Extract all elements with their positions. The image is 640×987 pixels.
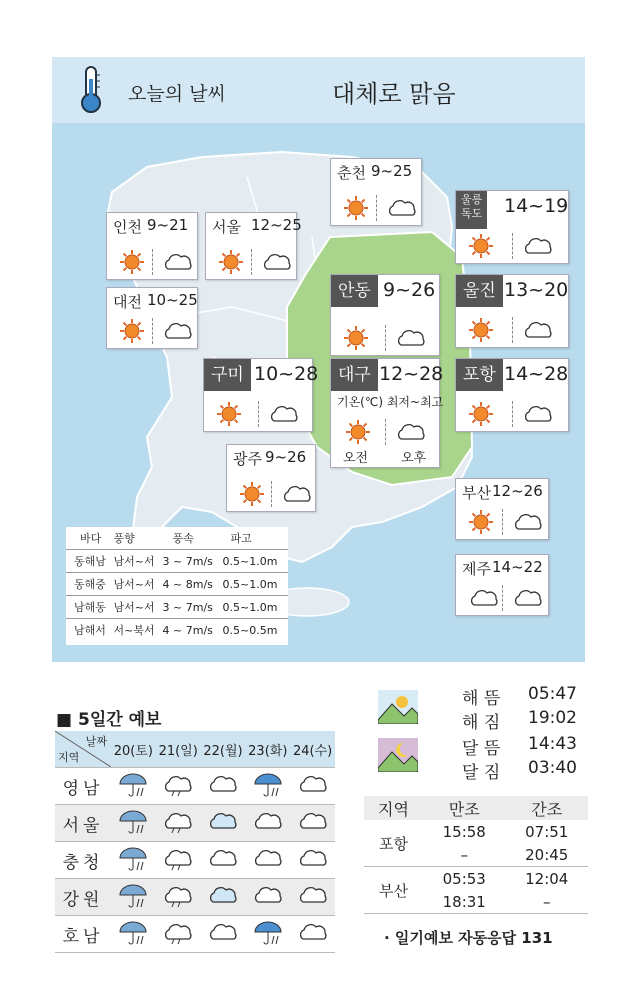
city-name: 울릉 독도 [456,191,487,229]
cloud-icon [268,401,300,427]
sea-header: 풍향 [113,532,135,545]
forecast-cell [201,805,246,842]
sea-cell: 동해남 [66,550,114,573]
weather-icon-am [343,325,369,355]
tide-high: 18:31 [442,892,486,911]
corner-date-label: 날짜 [85,735,107,748]
forecast-day: 22(월) [201,731,246,768]
forecast-cell [290,842,335,879]
forecast-cell [156,842,201,879]
cloud-rain-icon [162,808,194,834]
weather-icon-am [343,195,369,225]
cloud-icon [207,845,239,871]
weather-icon-pm [162,318,194,348]
weather-icon-pm [395,419,427,449]
cloud-icon [297,845,329,871]
sea-cell: 남서~서 [114,596,163,619]
divider [385,419,386,445]
tide-header: 간조 [505,796,588,820]
weather-icon-pm [512,509,544,539]
weather-icon-am [119,318,145,348]
cloud-icon [297,771,329,797]
tide-header: 지역 [364,796,423,820]
city-temp: 12~26 [492,482,543,500]
legend-am: 오전 [343,451,369,466]
sun-moon-time: 03:40 [528,758,577,778]
sun-icon [345,419,371,445]
cloud-icon [512,585,544,611]
thermometer-icon [76,65,106,115]
cloud-icon [386,195,418,221]
forecast-cell [111,842,156,879]
forecast-row [55,916,335,953]
city-box [455,274,569,348]
city-temp: 9~26 [265,448,307,466]
umbrella-rain-icon [117,881,149,909]
cloud-icon [522,317,554,343]
cloud-icon [207,919,239,945]
tide-low: – [542,892,551,911]
sun-icon [343,195,369,221]
sea-cell: 남해서 [66,619,114,642]
umbrella-rain-blue-icon [252,918,284,946]
sun-icon [239,481,265,507]
forecast-day: 24(수) [290,731,335,768]
forecast-cell [290,916,335,953]
sun-moon-label: 달 뜸 [462,739,501,759]
sun-moon-label: 달 짐 [462,763,501,783]
forecast-region: 서울 [55,805,111,842]
weather-icon-am [468,401,494,431]
weather-summary: 대체로 맑음 [332,80,456,108]
city-name: 광주 [233,450,262,468]
divider [502,585,503,611]
city-temp: 9~21 [147,216,189,234]
forecast-cell [245,805,290,842]
forecast-row [55,879,335,916]
city-name: 울진 [456,275,503,307]
weather-icon-am [468,317,494,347]
forecast-cell [290,879,335,916]
divider [502,509,503,535]
city-temp: 12~25 [251,216,302,234]
sun-moon-time: 05:47 [528,684,577,704]
city-temp: 14~19 [504,195,569,217]
tide-region: 부산 [364,867,423,914]
sea-header: 파고 [230,532,252,545]
forecast-cell [156,879,201,916]
forecast-region: 영남 [55,768,111,805]
weather-icon-pm [268,401,300,431]
tide-table [364,796,588,914]
cloud-icon [522,233,554,259]
sun-icon [218,249,244,275]
sea-cell: 0.5~0.5m [223,619,288,642]
city-temp: 9~25 [371,162,413,180]
weather-icon-pm [512,585,544,615]
sea-cell: 0.5~1.0m [223,596,288,619]
sea-cell: 4 ~ 7m/s [163,619,223,642]
weather-icon-pm [162,249,194,279]
sun-moon-time: 14:43 [528,734,577,754]
sea-conditions-table [66,527,288,645]
sea-cell: 동해중 [66,573,114,596]
sun-icon [119,249,145,275]
weather-icon-pm [386,195,418,225]
city-box [330,274,440,356]
tide-low: 07:51 [525,822,569,841]
weather-icon-am [468,509,494,539]
cloud-icon [297,919,329,945]
sea-cell: 4 ~ 8m/s [163,573,223,596]
legend-label: 기온(℃) 최저~최고 [337,395,444,409]
divider [512,317,513,343]
sun-icon [119,318,145,344]
cloud-icon [162,318,194,344]
cloud-icon [252,808,284,834]
cloud-sun-icon [207,808,239,834]
cloud-icon [281,481,313,507]
forecast-row [55,842,335,879]
sea-cell: 남해동 [66,596,114,619]
city-temp: 13~20 [504,279,569,301]
legend-pm: 오후 [401,451,427,466]
city-name: 제주 [462,560,491,578]
sun-moon-time: 19:02 [528,708,577,728]
cloud-rain-icon [162,845,194,871]
tide-low: 20:45 [525,845,569,864]
forecast-cell [156,768,201,805]
sun-icon [468,509,494,535]
forecast-cell [201,842,246,879]
corner-region-label: 지역 [58,751,80,764]
weather-icon-pm [522,317,554,347]
forecast-region: 충청 [55,842,111,879]
forecast-cell [111,879,156,916]
sea-cell: 0.5~1.0m [223,550,288,573]
sea-cell: 3 ~ 7m/s [163,596,223,619]
city-temp: 9~26 [383,279,436,301]
forecast-cell [290,805,335,842]
city-box [330,158,422,226]
cloud-icon [261,249,293,275]
weather-icon-pm [522,233,554,263]
tide-high: – [460,845,468,864]
city-temp: 10~28 [254,363,319,385]
weather-icon-pm [281,481,313,511]
forecast-corner [55,731,111,768]
umbrella-rain-icon [117,844,149,872]
sea-cell: 남서~서 [114,550,163,573]
umbrella-rain-icon [117,807,149,835]
divider [258,401,259,427]
cloud-icon [297,808,329,834]
sun-icon [216,401,242,427]
city-name: 대전 [113,293,142,311]
forecast-cell [156,916,201,953]
forecast-cell [245,916,290,953]
city-box [455,478,549,540]
city-box [106,287,198,349]
cloud-icon [297,882,329,908]
divider [152,249,153,275]
city-name: 부산 [462,484,491,502]
cloud-icon [162,249,194,275]
city-name: 포항 [456,359,503,391]
tide-region: 포항 [364,820,423,867]
weather-icon-pm [522,401,554,431]
umbrella-rain-blue-icon [252,770,284,798]
city-temp: 14~22 [492,558,543,576]
weather-icon-pm [261,249,293,279]
weather-icon-am [345,419,371,449]
forecast-row [55,805,335,842]
cloud-icon [468,585,500,611]
weather-icon-am [239,481,265,511]
sun-icon [468,317,494,343]
forecast-day: 21(일) [156,731,201,768]
tide-high: 15:58 [442,822,486,841]
forecast-region: 호남 [55,916,111,953]
cloud-sun-icon [207,882,239,908]
city-name: 안동 [331,275,378,307]
tide-header: 만조 [423,796,505,820]
sea-cell: 0.5~1.0m [223,573,288,596]
cloud-rain-icon [162,771,194,797]
tide-low: 12:04 [525,869,569,888]
moonrise-icon [378,738,418,772]
forecast-region: 강원 [55,879,111,916]
forecast-row [55,768,335,805]
sea-cell: 3 ~ 7m/s [163,550,223,573]
divider [512,401,513,427]
city-temp: 10~25 [147,291,198,309]
map-header [52,57,585,123]
umbrella-rain-icon [117,770,149,798]
city-name: 인천 [113,218,142,236]
sun-icon [468,401,494,427]
forecast-cell [111,768,156,805]
city-name: 서울 [212,218,241,236]
cloud-icon [522,401,554,427]
city-box [205,212,302,280]
header-title: 오늘의 날씨 [128,83,226,105]
cloud-icon [512,509,544,535]
sea-header: 풍속 [172,532,194,545]
forecast-day: 20(토) [111,731,156,768]
forecast-cell [290,768,335,805]
divider [376,195,377,221]
cloud-icon [395,419,427,445]
weather-icon-am [468,585,500,615]
city-box [455,358,569,432]
forecast-cell [245,842,290,879]
cloud-icon [252,882,284,908]
weather-icon-am [218,249,244,279]
tide-high: 05:53 [442,869,486,888]
city-box [106,212,198,280]
forecast-table [55,731,335,953]
forecast-cell [111,916,156,953]
forecast-cell [156,805,201,842]
forecast-cell [201,916,246,953]
divider [385,325,386,351]
forecast-title-text: 5일간 예보 [77,710,162,730]
sun-icon [468,233,494,259]
forecast-cell [111,805,156,842]
weather-icon-am [216,401,242,431]
divider [271,481,272,507]
city-box [203,358,319,432]
cloud-icon [252,845,284,871]
weather-icon-pm [395,325,427,355]
cloud-rain-icon [162,919,194,945]
sea-cell: 남서~서 [114,573,163,596]
city-box [455,554,549,616]
sea-cell: 서~북서 [114,619,163,642]
city-box [330,358,444,468]
sun-moon-label: 해 짐 [462,713,501,733]
sun-icon [343,325,369,351]
forecast-title: ■ 5일간 예보 [56,710,162,730]
auto-response-note: · 일기예보 자동응답 131 [384,929,553,947]
city-name: 구미 [204,359,251,391]
divider [512,233,513,259]
cloud-rain-icon [162,882,194,908]
city-temp: 12~28 [379,363,444,385]
sunrise-icon [378,690,418,724]
forecast-cell [201,879,246,916]
forecast-cell [245,879,290,916]
weather-icon-am [468,233,494,263]
divider [152,318,153,344]
cloud-icon [207,771,239,797]
city-box [226,444,316,512]
umbrella-rain-icon [117,918,149,946]
city-temp: 14~28 [504,363,569,385]
forecast-cell [201,768,246,805]
forecast-day: 23(화) [245,731,290,768]
city-box [455,190,569,264]
city-name: 춘천 [337,164,366,182]
city-name: 대구 [331,359,378,391]
sun-moon-label: 해 뜸 [462,689,501,709]
sea-header: 바다 [80,532,102,545]
cloud-icon [395,325,427,351]
forecast-cell [245,768,290,805]
divider [251,249,252,275]
weather-icon-am [119,249,145,279]
